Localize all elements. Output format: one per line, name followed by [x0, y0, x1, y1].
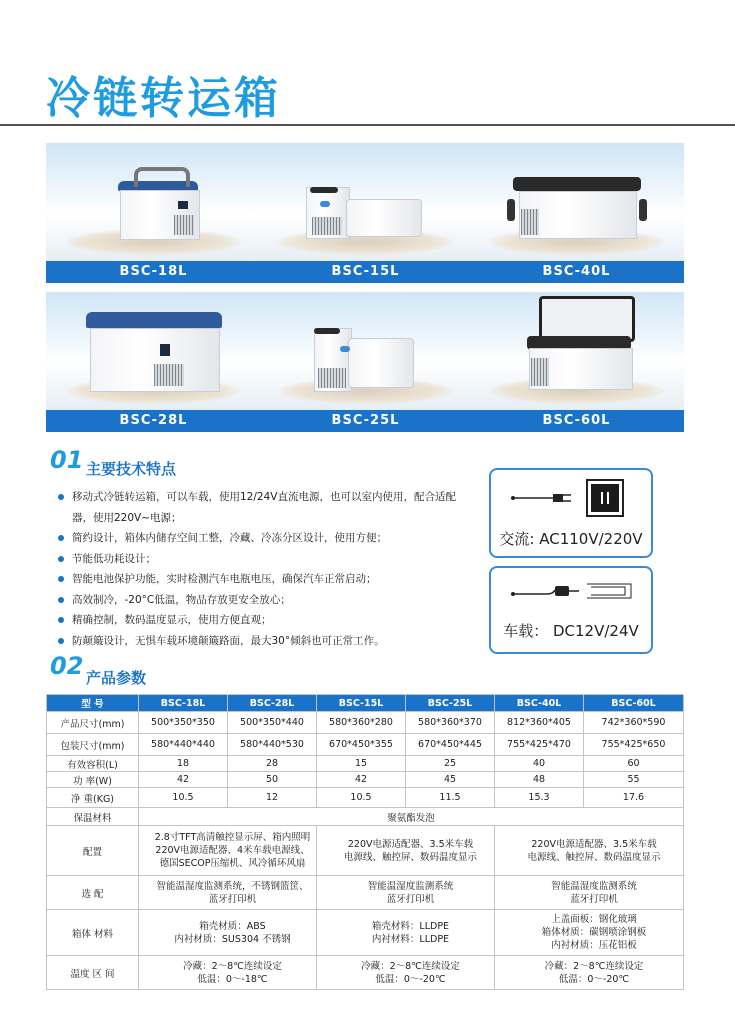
cell-line: 智能温湿度监测系统 — [551, 880, 637, 892]
table-row — [47, 826, 684, 876]
spec-header-cell: BSC-28L — [228, 695, 317, 712]
table-cell: 有效容积(L) — [47, 756, 139, 772]
table-cell: 45 — [406, 772, 495, 788]
cell-line: 蓝牙打印机 — [208, 893, 257, 905]
table-cell: 48 — [495, 772, 584, 788]
cell-line: 低温：0～-20℃ — [375, 973, 446, 985]
product-card-bsc-28l — [46, 292, 261, 432]
cell-line: 冷藏：2～8℃连续设定 — [183, 960, 282, 972]
cell-line: 冷藏：2～8℃连续设定 — [361, 960, 460, 972]
cell-line: 蓝牙打印机 — [570, 893, 618, 905]
product-photo — [46, 143, 261, 261]
table-cell: 净 重(KG) — [47, 788, 139, 808]
table-cell: 选 配 — [47, 876, 139, 910]
product-photo — [469, 292, 684, 410]
table-cell: 50 — [228, 772, 317, 788]
product-model-label: BSC-60L — [469, 410, 684, 432]
product-card-bsc-25l — [258, 292, 473, 432]
product-model-label: BSC-28L — [46, 410, 261, 432]
table-row — [47, 956, 684, 990]
table-cell: 包装尺寸(mm) — [47, 734, 139, 756]
table-cell — [139, 826, 317, 876]
cell-line: 电源线、触控屏、数码温度显示 — [343, 851, 477, 863]
table-row — [47, 788, 684, 808]
table-cell: 25 — [406, 756, 495, 772]
cell-line: 智能温湿度监测系统 — [367, 880, 454, 892]
table-cell: 配置 — [47, 826, 139, 876]
cell-line: 低温：0～-18℃ — [197, 973, 268, 985]
table-cell: 28 — [228, 756, 317, 772]
section-title: 主要技术特点 — [86, 460, 177, 478]
table-cell: 580*360*370 — [406, 712, 495, 734]
table-cell — [139, 956, 317, 990]
cell-line: 220V电源适配器、3.5米车载 — [531, 838, 657, 850]
table-cell: 500*350*350 — [139, 712, 228, 734]
cell-line: 箱壳材料：LLDPE — [371, 920, 450, 932]
table-cell: 温度 区 间 — [47, 956, 139, 990]
cell-line: 蓝牙打印机 — [386, 893, 435, 905]
ac-power-box — [489, 468, 653, 558]
table-cell: 755*425*650 — [584, 734, 684, 756]
table-cell: 产品尺寸(mm) — [47, 712, 139, 734]
table-cell: 15 — [317, 756, 406, 772]
ac-plug-icon — [491, 474, 651, 524]
feature-item: 精确控制，数码温度显示，使用方便直观； — [58, 610, 488, 631]
table-row — [47, 756, 684, 772]
table-cell — [139, 910, 317, 956]
section-number: 02 — [50, 652, 84, 680]
table-cell — [495, 956, 684, 990]
cell-line: 箱壳材质：ABS — [199, 920, 266, 932]
cell-line: 电源线、触控屏、数码温度显示 — [527, 851, 661, 863]
table-cell: 10.5 — [317, 788, 406, 808]
spec-header-cell: 型 号 — [47, 695, 139, 712]
feature-item: 智能电池保护功能，实时检测汽车电瓶电压，确保汽车正常启动； — [58, 569, 488, 590]
spec-header-cell: BSC-25L — [406, 695, 495, 712]
table-cell — [495, 910, 684, 956]
product-model-label: BSC-25L — [258, 410, 473, 432]
table-cell: 812*360*405 — [495, 712, 584, 734]
table-cell — [317, 876, 495, 910]
table-cell: 10.5 — [139, 788, 228, 808]
cell-line: 箱体材质：碳钢喷涂钢板 — [541, 927, 647, 938]
table-row — [47, 772, 684, 788]
car-plug-icon — [491, 572, 651, 616]
product-model-label: BSC-15L — [258, 261, 473, 283]
table-cell: 500*350*440 — [228, 712, 317, 734]
table-row — [47, 876, 684, 910]
cell-line: 上盖面板：钢化玻璃 — [551, 914, 637, 925]
page-title: 冷链转运箱 — [46, 73, 281, 124]
product-card-bsc-60l — [469, 292, 684, 432]
table-cell: 18 — [139, 756, 228, 772]
product-card-bsc-15l — [258, 143, 473, 283]
table-cell: 42 — [317, 772, 406, 788]
table-cell: 580*440*440 — [139, 734, 228, 756]
table-cell: 742*360*590 — [584, 712, 684, 734]
table-cell — [495, 876, 684, 910]
feature-item-cont: 器，使用220V~电源； — [72, 511, 182, 524]
product-photo — [469, 143, 684, 261]
table-cell: 42 — [139, 772, 228, 788]
cell-line: 智能温湿度监测系统，不锈钢篮筐、 — [156, 880, 309, 892]
cell-line: 内衬材料：LLDPE — [371, 933, 450, 945]
table-cell: 40 — [495, 756, 584, 772]
spec-header-cell: BSC-60L — [584, 695, 684, 712]
spec-header-cell: BSC-18L — [139, 695, 228, 712]
title-divider — [0, 124, 735, 126]
feature-item: 简约设计，箱体内储存空间工整，冷藏、冷冻分区设计，使用方便； — [58, 528, 488, 549]
table-cell: 755*425*470 — [495, 734, 584, 756]
cell-line: 冷藏：2～8℃连续设定 — [544, 960, 644, 972]
product-photo — [258, 143, 473, 261]
table-cell — [317, 910, 495, 956]
table-cell: 60 — [584, 756, 684, 772]
feature-list — [58, 487, 488, 651]
dc-power-box — [489, 566, 653, 654]
table-cell — [495, 826, 684, 876]
table-cell: 保温材料 — [47, 808, 139, 826]
dc-power-text: 车载： DC12V/24V — [503, 622, 639, 640]
table-row — [47, 808, 684, 826]
table-cell: 580*440*530 — [228, 734, 317, 756]
feature-item: 节能低功耗设计； — [58, 549, 488, 570]
cell-line: 低温：0～-20℃ — [558, 973, 630, 985]
feature-item: 高效制冷，-20°C低温，物品存放更安全放心； — [58, 590, 488, 611]
product-model-label: BSC-18L — [46, 261, 261, 283]
product-card-bsc-18l — [46, 143, 261, 283]
table-cell: 功 率(W) — [47, 772, 139, 788]
table-cell: 17.6 — [584, 788, 684, 808]
table-cell: 聚氨酯发泡 — [139, 808, 684, 826]
table-cell — [139, 876, 317, 910]
table-row — [47, 734, 684, 756]
table-cell: 12 — [228, 788, 317, 808]
table-cell: 11.5 — [406, 788, 495, 808]
table-row — [47, 910, 684, 956]
product-model-label: BSC-40L — [469, 261, 684, 283]
ac-power-text: 交流: AC110V/220V — [499, 530, 643, 548]
feature-item: 防颠簸设计，无惧车载环境颠簸路面，最大30°倾斜也可正常工作。 — [58, 631, 488, 652]
cell-line: 220V电源适配器、3.5米车载 — [347, 838, 474, 850]
product-photo — [258, 292, 473, 410]
table-cell: 15.3 — [495, 788, 584, 808]
product-card-bsc-40l — [469, 143, 684, 283]
table-cell — [317, 826, 495, 876]
cell-line: 2.8寸TFT高清触控显示屏、箱内照明 — [154, 832, 311, 843]
section-title: 产品参数 — [86, 669, 147, 687]
cell-line: 内衬材质：SUS304 不锈钢 — [174, 933, 291, 945]
cell-line: 内衬材质：压花铝板 — [551, 940, 637, 951]
table-cell: 670*450*445 — [406, 734, 495, 756]
table-cell: 55 — [584, 772, 684, 788]
section-number: 01 — [50, 446, 84, 474]
table-cell: 670*450*355 — [317, 734, 406, 756]
spec-table — [46, 694, 684, 990]
spec-header-cell: BSC-15L — [317, 695, 406, 712]
cell-line: 德国SECOP压缩机、风冷循环风扇 — [159, 858, 306, 869]
spec-header-row — [47, 695, 684, 712]
table-cell — [317, 956, 495, 990]
table-cell: 580*360*280 — [317, 712, 406, 734]
product-photo — [46, 292, 261, 410]
feature-item: 移动式冷链转运箱，可以车载，使用12/24V直流电源，也可以室内使用，配合适配 — [58, 487, 488, 508]
table-cell: 箱体 材料 — [47, 910, 139, 956]
cell-line: 220V电源适配器、4米车载电源线、 — [155, 845, 310, 856]
spec-header-cell: BSC-40L — [495, 695, 584, 712]
table-row — [47, 712, 684, 734]
